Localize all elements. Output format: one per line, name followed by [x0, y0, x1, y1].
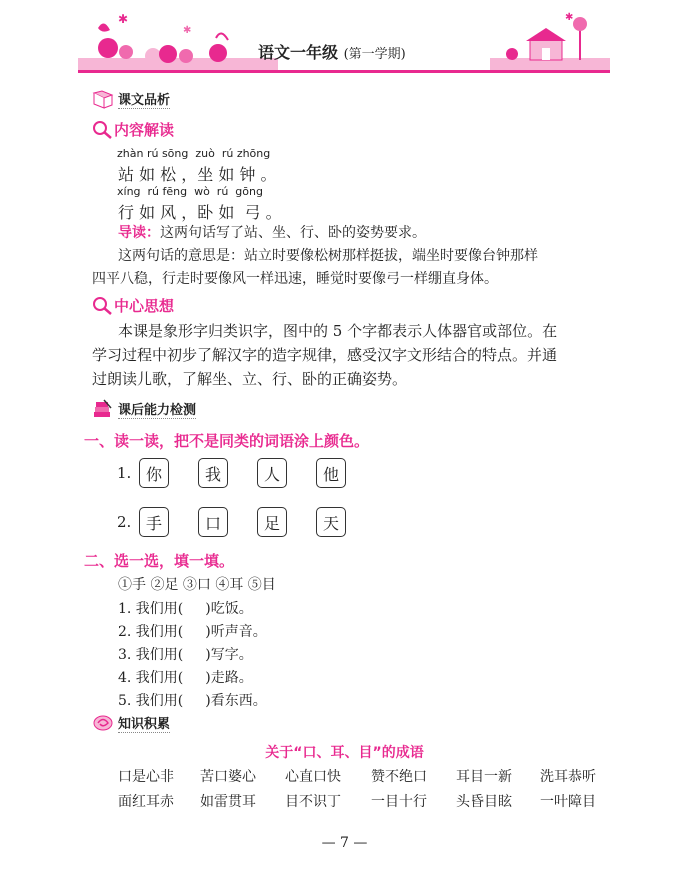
q2-item: 2. 我们用( )听声音。 — [118, 624, 267, 640]
verse-line-1: 站 如 松 ，坐 如 钟 。 — [118, 165, 277, 184]
verse-line-2: 行 如 风 ，卧 如 弓 。 — [118, 203, 282, 222]
question-2-title: 二、选一选，填一填。 — [84, 552, 235, 570]
guide-label: 导读： — [118, 225, 160, 241]
idiom-item: 一叶障目 — [540, 794, 596, 810]
meaning-line-1: 这两句话的意思是：站立时要像松树那样挺拔，端坐时要像台钟那样 — [118, 248, 538, 264]
idiom-item: 赞不绝口 — [371, 769, 427, 785]
page-header — [0, 0, 689, 80]
idiom-item: 洗耳恭听 — [540, 769, 596, 785]
header-title: 语文一年级 (第一学期) — [258, 43, 406, 62]
section-ability-label: 课后能力检测 — [118, 399, 196, 419]
section-analysis-heading — [92, 86, 170, 112]
central-line-3: 过朗读儿歌，了解坐、立、行、卧的正确姿势。 — [92, 370, 408, 388]
verse-pinyin-1: zhàn rú sōng zuò rú zhōng — [117, 147, 271, 160]
q2-item: 3. 我们用( )写字。 — [118, 647, 253, 663]
books-stack-icon — [92, 398, 114, 420]
q1-char-box[interactable]: 他 — [316, 458, 346, 488]
central-idea-heading — [92, 295, 174, 316]
verse-pinyin-2: xíng rú fēng wò rú gōng — [117, 185, 263, 198]
section-knowledge-heading — [92, 710, 170, 736]
page-number: — 7 — — [321, 835, 368, 851]
q1-char-box[interactable]: 人 — [257, 458, 287, 488]
q2-options: ①手 ②足 ③口 ④耳 ⑤目 — [118, 577, 276, 593]
house-banner-right-decoration — [490, 8, 610, 70]
section-ability-heading — [92, 396, 196, 422]
idioms-title: 关于“口、耳、目”的成语 — [265, 745, 424, 761]
svg-text:✱: ✱ — [183, 25, 192, 36]
q2-item: 5. 我们用( )看东西。 — [118, 693, 267, 709]
header-rule — [78, 70, 610, 73]
svg-text:✱: ✱ — [565, 12, 574, 23]
meaning-line-2: 四平八稳，行走时要像风一样迅速，睡觉时要像弓一样绷直身体。 — [92, 271, 498, 287]
idiom-item: 面红耳赤 — [118, 794, 174, 810]
book-icon — [92, 89, 114, 109]
q1-char-box[interactable]: 足 — [257, 507, 287, 537]
q1-char-box[interactable]: 你 — [139, 458, 169, 488]
idiom-item: 口是心非 — [118, 769, 174, 785]
q1-char-box[interactable]: 口 — [198, 507, 228, 537]
content-reading-label: 内容解读 — [114, 121, 175, 139]
idiom-item: 一目十行 — [371, 794, 427, 810]
central-line-1: 本课是象形字归类识字，图中的 5 个字都表示人体器官或部位。在 — [118, 322, 558, 340]
question-1-title: 一、读一读，把不是同类的词语涂上颜色。 — [84, 432, 370, 450]
section-knowledge-label: 知识积累 — [118, 713, 170, 733]
idiom-item: 目不识丁 — [285, 794, 341, 810]
idiom-item: 心直口快 — [285, 769, 341, 785]
magnifier-icon — [92, 296, 114, 316]
content-reading-heading — [92, 119, 174, 140]
section-analysis-label: 课文品析 — [118, 89, 170, 109]
flower-banner-left-decoration — [78, 8, 278, 70]
central-idea-label: 中心思想 — [114, 297, 175, 315]
q2-item: 1. 我们用( )吃饭。 — [118, 601, 253, 617]
guide-text: 导读：这两句话写了站、坐、行、卧的姿势要求。 — [118, 225, 426, 241]
magnifier-icon — [92, 120, 114, 140]
q1-char-box[interactable]: 手 — [139, 507, 169, 537]
idiom-item: 头昏目眩 — [456, 794, 512, 810]
svg-text:✱: ✱ — [118, 12, 129, 26]
q2-item: 4. 我们用( )走路。 — [118, 670, 253, 686]
central-line-2: 学习过程中初步了解汉字的造字规律，感受汉字文形结合的特点。并通 — [92, 346, 558, 364]
idiom-item: 苦口婆心 — [200, 769, 256, 785]
paperclip-icon — [92, 713, 114, 733]
q1-char-box[interactable]: 我 — [198, 458, 228, 488]
idiom-item: 如雷贯耳 — [200, 794, 256, 810]
q1-char-box[interactable]: 天 — [316, 507, 346, 537]
idiom-item: 耳目一新 — [456, 769, 512, 785]
